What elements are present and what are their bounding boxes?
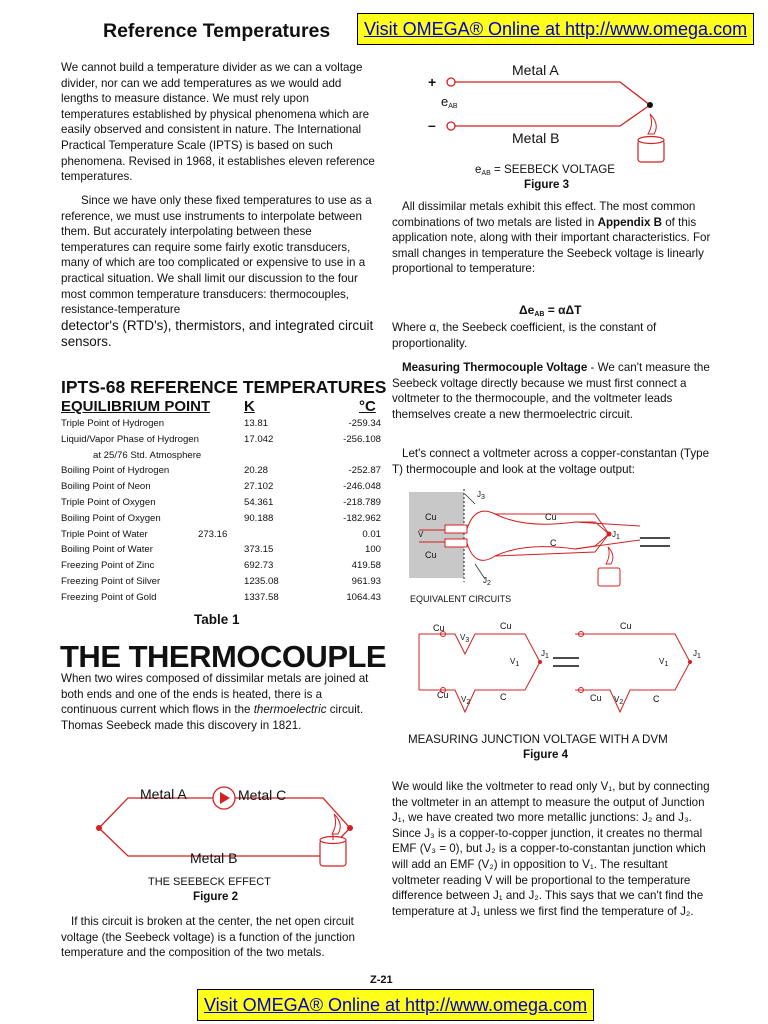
table-cell-c: -252.87 [348,465,381,477]
table-cell-point: Boiling Point of Oxygen [61,512,161,524]
fig4-cu-bottom: Cu [425,550,437,560]
table-cell-c: 961.93 [351,576,381,587]
table-row [61,416,381,432]
col-header-k: K [244,398,255,415]
table-cell-k: 692.73 [244,560,274,572]
intro-paragraph: We cannot build a temperature divider as we can a voltage divider, nor can we add temperatures as we would add lengths to measure distance. We must rely upon temperatures established by physical phenomena which are easily observed and consistent in nature. The International Practical Temperature Scale (IPTS) is based on such phenomena. Revised in 1968, it establishes eleven reference temperatures. [61,61,375,184]
open-circuit-paragraph: If this circuit is broken at the center, the net open circuit voltage (the Seebeck voltage) is a function of the junction temperature and the composition of the two metals. [61,915,355,960]
fig4-label: Figure 4 [523,748,569,761]
table-cell-c: 100 [364,544,381,556]
fig3-eab-label: $e_{AB}$ [441,94,458,110]
fig3-metal-a-label: Metal A [512,62,559,78]
fig3-minus: – [428,117,436,133]
fig4-j2: J2 [483,576,491,587]
table-cell-point: Boiling Point of Water [61,544,153,556]
fig2-metal-b-label: Metal B [190,850,238,866]
col-header-c: °C [359,398,376,415]
table-cell-point: Freezing Point of Gold [61,591,157,603]
fig4-cu-top: Cu [425,512,437,522]
table-cell-point: Triple Point of Water [61,528,148,540]
measuring-paragraph: Measuring Thermocouple Voltage - We can't measure the Seebeck voltage directly because we must first connect a voltmeter to the thermocouple, and the voltmeter leads themselves create a new thermoelectric circuit. [392,361,710,421]
seebeck-voltage-diagram [420,66,670,166]
table-cell-c: -259.34 [348,418,381,429]
col-header-point: EQUILIBRIUM POINT [61,398,211,415]
eq-cu-3: Cu [437,690,449,700]
table-cell-c: -218.789 [343,497,381,508]
fig4-j1: J1 [612,530,620,541]
table-cell-point: Freezing Point of Zinc [61,560,155,572]
table-cell-point: Triple Point of Hydrogen [61,418,165,429]
table-row [61,511,381,527]
table-row [61,558,381,574]
table-cell-c: 1064.43 [346,591,381,603]
fig2-caption: THE SEEBECK EFFECT [148,876,271,888]
fig3-metal-b-label: Metal B [512,130,560,146]
eq-c-2: C [653,694,660,704]
eq-cu-4: Cu [620,621,632,631]
transducers-paragraph: Since we have only these fixed temperatures to use as a reference, we must use instruments to interpolate between them. But accurately interpolating between these temperatures can require some fairly exotic transducers, many of which are too complicated or expensive to use in a practical situation. We shall limit our discussion to the four most common temperature transducers: thermocouples, resistance-temperature [61,194,372,317]
fig2-metal-c-label: Metal C [238,787,287,803]
fig3-label: Figure 3 [524,178,570,191]
fig4-equivalent-label: EQUIVALENT CIRCUITS [410,594,512,604]
seebeck-equation: $\Delta e_{AB} = \alpha\Delta T$ [519,303,582,318]
fig4-v: V [418,530,424,539]
eq-v2-right: V2 [614,695,624,706]
table-row [61,463,381,479]
eq-v3: V3 [460,633,470,644]
table-cell-c: 0.01 [362,528,381,540]
thermocouple-paragraph: When two wires composed of dissimilar metals are joined at both ends and one of the ends is heated, there is a continuous current which flows in the thermoelectric circuit. Thomas Seebeck made this discovery in 1821. [61,672,369,732]
section-heading: THE THERMOCOUPLE [60,639,387,674]
table-row [61,448,381,464]
equivalent-circuits-diagram [405,620,715,720]
fig4-j3: J3 [477,490,485,501]
eq-cu-5: Cu [590,693,602,703]
table-row [61,574,381,590]
fig4-cu-wire: Cu [545,512,557,522]
table-row [61,495,381,511]
table-cell-k: 1235.08 [244,576,279,587]
page-number: Z-21 [370,974,393,986]
table-row [61,479,381,495]
omega-link-banner-top[interactable]: Visit OMEGA® Online at http://www.omega.com [357,13,754,45]
table-cell-point: Triple Point of Oxygen [61,497,156,508]
table-row [61,542,381,558]
junction-paragraph: We would like the voltmeter to read only V₁, but by connecting the voltmeter in an attempt to measure the output of Junction J₁, we have created two more metallic junctions: J₂ and J₃. Since J₃ is a copper-to-copper junction, it creates no thermal EMF (V₃ = 0), but J₂ is a copper-to-constantan junction which will add an EMF (V₂) in opposition to V₁. The resultant voltmeter reading V will be proportional to the temperature difference between J₁ and J₂. This says that we can't find the temperature at J₁ unless we first find the temperature of J₂. [392,780,710,918]
table-cell-c: 419.58 [351,560,381,572]
transducers-paragraph-end: detector's (RTD's), thermistors, and integrated circuit sensors. [61,318,374,349]
table-cell-k: 273.16 [198,528,228,540]
table-cell-k: 13.81 [244,418,269,429]
eq-cu-1: Cu [433,623,445,633]
table-cell-k: 90.188 [244,512,274,524]
fig3-caption: $e_{AB}$ = SEEBECK VOLTAGE [475,163,616,177]
table-cell-k: 54.361 [244,497,274,508]
eq-cu-2: Cu [500,621,512,631]
table-row [61,432,381,448]
dissimilar-metals-paragraph: All dissimilar metals exhibit this effect. The most common combinations of two metals are listed in Appendix B of this application note, along with their important characteristics. For small changes in temperature the Seebeck voltage is linearly proportional to temperature: [392,200,711,276]
fig2-metal-a-label: Metal A [140,786,187,802]
eq-j1: J1 [541,649,549,660]
voltmeter-paragraph: Let's connect a voltmeter across a copper-constantan (Type T) thermocouple and look at the voltage output: [392,447,710,476]
table-cell-k: 20.28 [244,465,269,477]
fig4-c-wire: C [550,538,557,548]
table-row [61,527,381,543]
fig4-caption: MEASURING JUNCTION VOLTAGE WITH A DVM [408,733,668,746]
table-row [61,590,381,606]
table-title: IPTS-68 REFERENCE TEMPERATURES [61,377,387,397]
section-title: Reference Temperatures [103,20,331,42]
eq-j1-right: J1 [693,649,701,660]
fig2-label: Figure 2 [193,890,239,903]
table-cell-c: -246.048 [343,481,381,493]
table-cell-c: -256.108 [343,433,381,445]
table-cell-k: 373.15 [244,544,274,556]
table-cell-point: Liquid/Vapor Phase of Hydrogen [61,433,199,445]
omega-link-banner-bottom[interactable]: Visit OMEGA® Online at http://www.omega.com [197,989,594,1021]
table-cell-k: 1337.58 [244,591,279,603]
table-cell-point: Boiling Point of Hydrogen [61,465,170,477]
coefficient-paragraph: Where α, the Seebeck coefficient, is the constant of proportionality. [392,321,657,350]
eq-v-total: V1 [659,657,669,668]
table-cell-point: at 25/76 Std. Atmosphere [93,449,202,461]
table-cell-k: 27.102 [244,481,274,493]
table-cell-point: Freezing Point of Silver [61,576,161,587]
table-caption: Table 1 [194,612,240,627]
eq-v1: V1 [510,657,520,668]
fig3-plus: + [428,74,437,90]
table-cell-c: -182.962 [343,512,381,524]
table-cell-k: 17.042 [244,433,274,445]
eq-c-1: C [500,692,507,702]
table-cell-point: Boiling Point of Neon [61,481,151,493]
eq-v2: V2 [461,695,471,706]
